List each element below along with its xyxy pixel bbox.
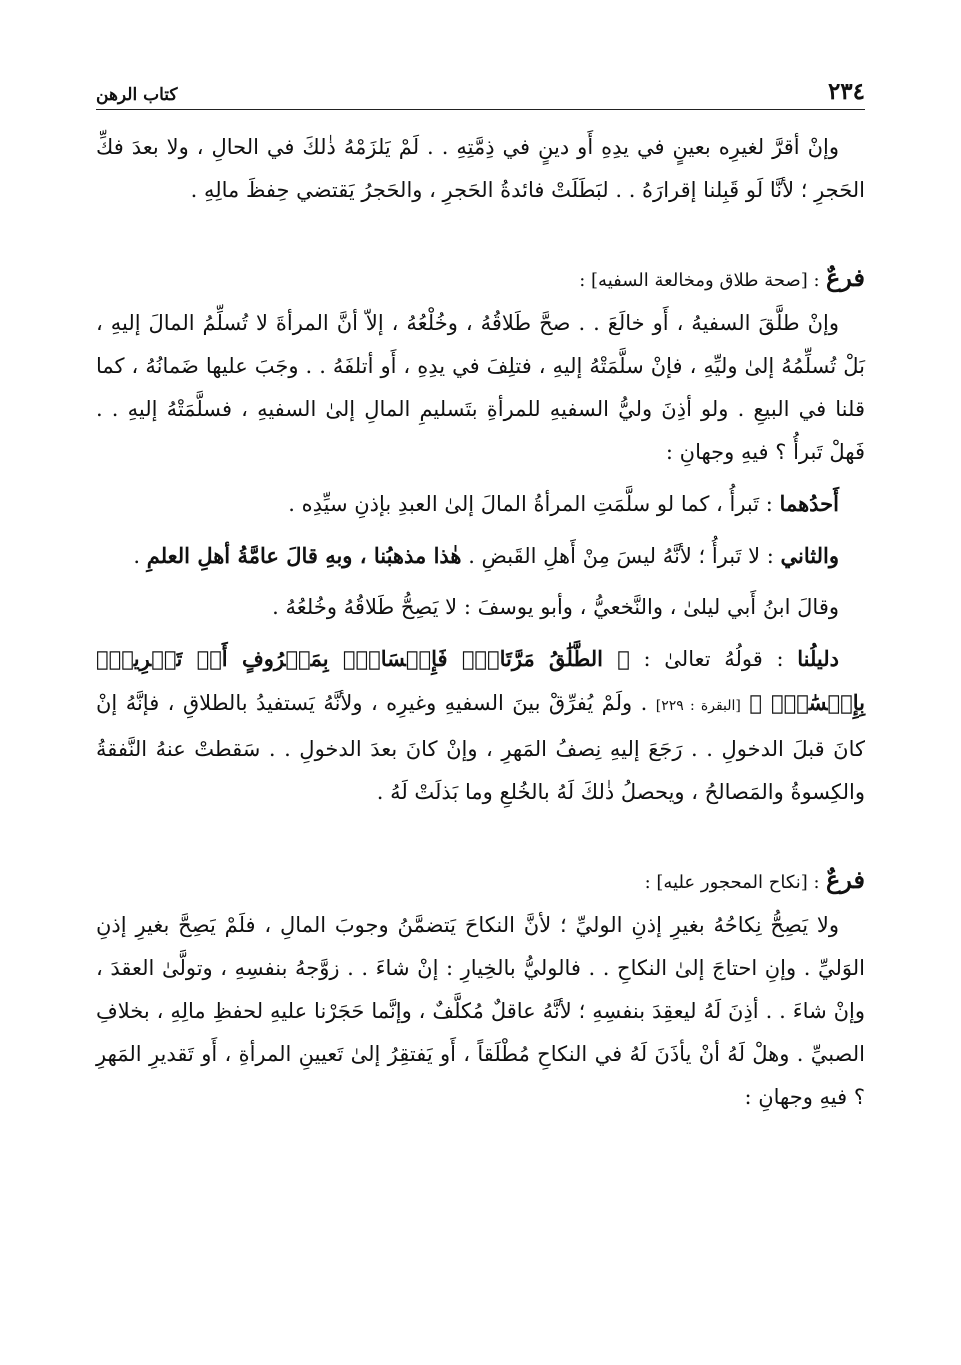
- paragraph-second-view: [96, 534, 865, 578]
- section-heading-safih-talaq: [96, 256, 865, 302]
- paragraph-first-view: [96, 482, 865, 526]
- quran-reference: [البقرة : ٢٢٩]: [655, 698, 741, 714]
- section-heading-nikah: [96, 858, 865, 904]
- paragraph-iqrar: وإنْ أقرَّ لغيرِه بعينٍ في يدِهِ أَو دينٍ في ذِمَّتِهِ . . لَمْ يَلزَمْهُ ذٰلكَ في الحالِ ، ولا بعدَ فكِّ الحَجرِ ؛ لأنَّا لَو قَبِلنا إقرارَهُ . . لبَطَلَتْ فائدةُ الحَجرِ ، والحَجرُ يَقتضي حِفظَ مالِهِ .: [96, 135, 865, 202]
- madhhab-statement: هٰذا مذهبُنا ، وبهِ قالَ عامَّةُ أهلِ العلمِ: [146, 543, 462, 568]
- fara-topic: : [صحة طلاق ومخالعة السفيه] :: [579, 270, 820, 291]
- evidence-intro: : قولُهُ تعالىٰ :: [643, 647, 784, 671]
- view-lead: والثاني: [780, 543, 839, 568]
- page-body: [96, 126, 865, 1119]
- paragraph-talaq-safih: وإنْ طلَّقَ السفيهُ ، أَو خالَعَ . . صحَّ طَلاقُهُ ، وخُلْعُهُ ، إلاّ أنَّ المرأةَ لا تُسلِّمُ المالَ إليهِ ، بَلْ تُسلِّمُهُ إلىٰ وليِّهِ ، فإنْ سلَّمَتْهُ إليهِ ، فتلِفَ في يدِهِ ، أَو أتلفَهُ . . وجَبَ عليها ضَمانُهُ ، كما قلنا في البيعِ . ولو أذِنَ وليُّ السفيهِ للمرأةِ بتَسليمِ المالِ إلىٰ السفيهِ ، فسلَّمَتْهُ إليهِ . . فَهلْ تَبرأُ ؟ فيهِ وجهانِ :: [96, 311, 865, 464]
- paragraph-other-opinions: وقالَ ابنُ أَبي ليلىٰ ، والنَّخعيُّ ، وأبو يوسفَ : لا يَصِحُّ طَلاقُهُ وخُلعُهُ .: [272, 595, 839, 619]
- evidence-text: . ولَمْ يُفرِّقْ بينَ السفيهِ وغيرِه ، ولأنَّهُ يَستفيدُ بالطلاقِ ، فإنَّهُ إنْ كانَ قبلَ الدخولِ . . رَجَعَ إليهِ نِصفُ المَهرِ ، وإنْ كانَ بعدَ الدخولِ . . سَقطتْ عنهُ النَّفقةُ والكِسوةُ والمَصالحُ ، ويحصلُ ذٰلكَ لَهُ بالخُلعِ وما بَذلَتْ لَهُ .: [96, 691, 865, 804]
- view-text: : تَبرأُ ، كما لو سلَّمَتِ المرأةُ المالَ إلىٰ العبدِ بإذنِ سيِّدِه .: [288, 492, 773, 516]
- page-number: ٢٣٤: [827, 78, 865, 105]
- view-end: .: [133, 544, 141, 568]
- quran-verse: ﴿ الطَّلَٰقُ مَرَّتَانِۖ فَإِمۡسَاكُۢ بِمَعۡرُوفٍ أَوۡ تَسۡرِيحُۢ بِإِحۡسَٰنٖۗ ﴾: [96, 646, 865, 715]
- fara-label: فرعٌ: [825, 263, 865, 292]
- page-header: [96, 76, 865, 110]
- running-title: كتاب الرهن: [96, 85, 178, 105]
- paragraph-nikah-mahjur: ولا يَصِحُّ نِكاحُهُ بغيرِ إذنِ الوليِّ ؛ لأنَّ النكاحَ يَتضمَّنُ وجوبَ المالِ ، فلَمْ يَصِحَّ بغيرِ إذنِ الوَليِّ . وإنِ احتاجَ إلىٰ النكاحِ . . فالوليُّ بالخِيارِ : إنْ شاءَ . . زوَّجهُ بنفسِهِ ، وتولَّىٰ العقدَ ، وإنْ شاءَ . . أذِنَ لَهُ ليعقِدَ بنفسِهِ ؛ لأنَّهُ عاقلٌ مُكلَّفٌ ، وإنَّما حَجَرْنا عليهِ لحفظِ مالِهِ ، بخلافِ الصبيِّ . وهلْ لَهُ أنْ يأذَنَ لَهُ في النكاحِ مُطْلَقاً ، أَو يَفتقِرُ إلىٰ تَعيينِ المرأةِ ، أَو تَقديرِ المَهرِ ؟ فيهِ وجهانِ :: [96, 913, 865, 1109]
- fara-topic: : [نكاح المحجور عليه] :: [644, 872, 820, 893]
- evidence-lead: دليلُنا: [797, 646, 840, 671]
- fara-label: فرعٌ: [825, 865, 865, 894]
- view-text: : لا تَبرأُ ؛ لأنَّهُ ليسَ مِنْ أَهلِ القَبضِ .: [468, 544, 774, 568]
- view-lead: أَحدُهما: [779, 491, 839, 516]
- paragraph-evidence: [96, 637, 865, 814]
